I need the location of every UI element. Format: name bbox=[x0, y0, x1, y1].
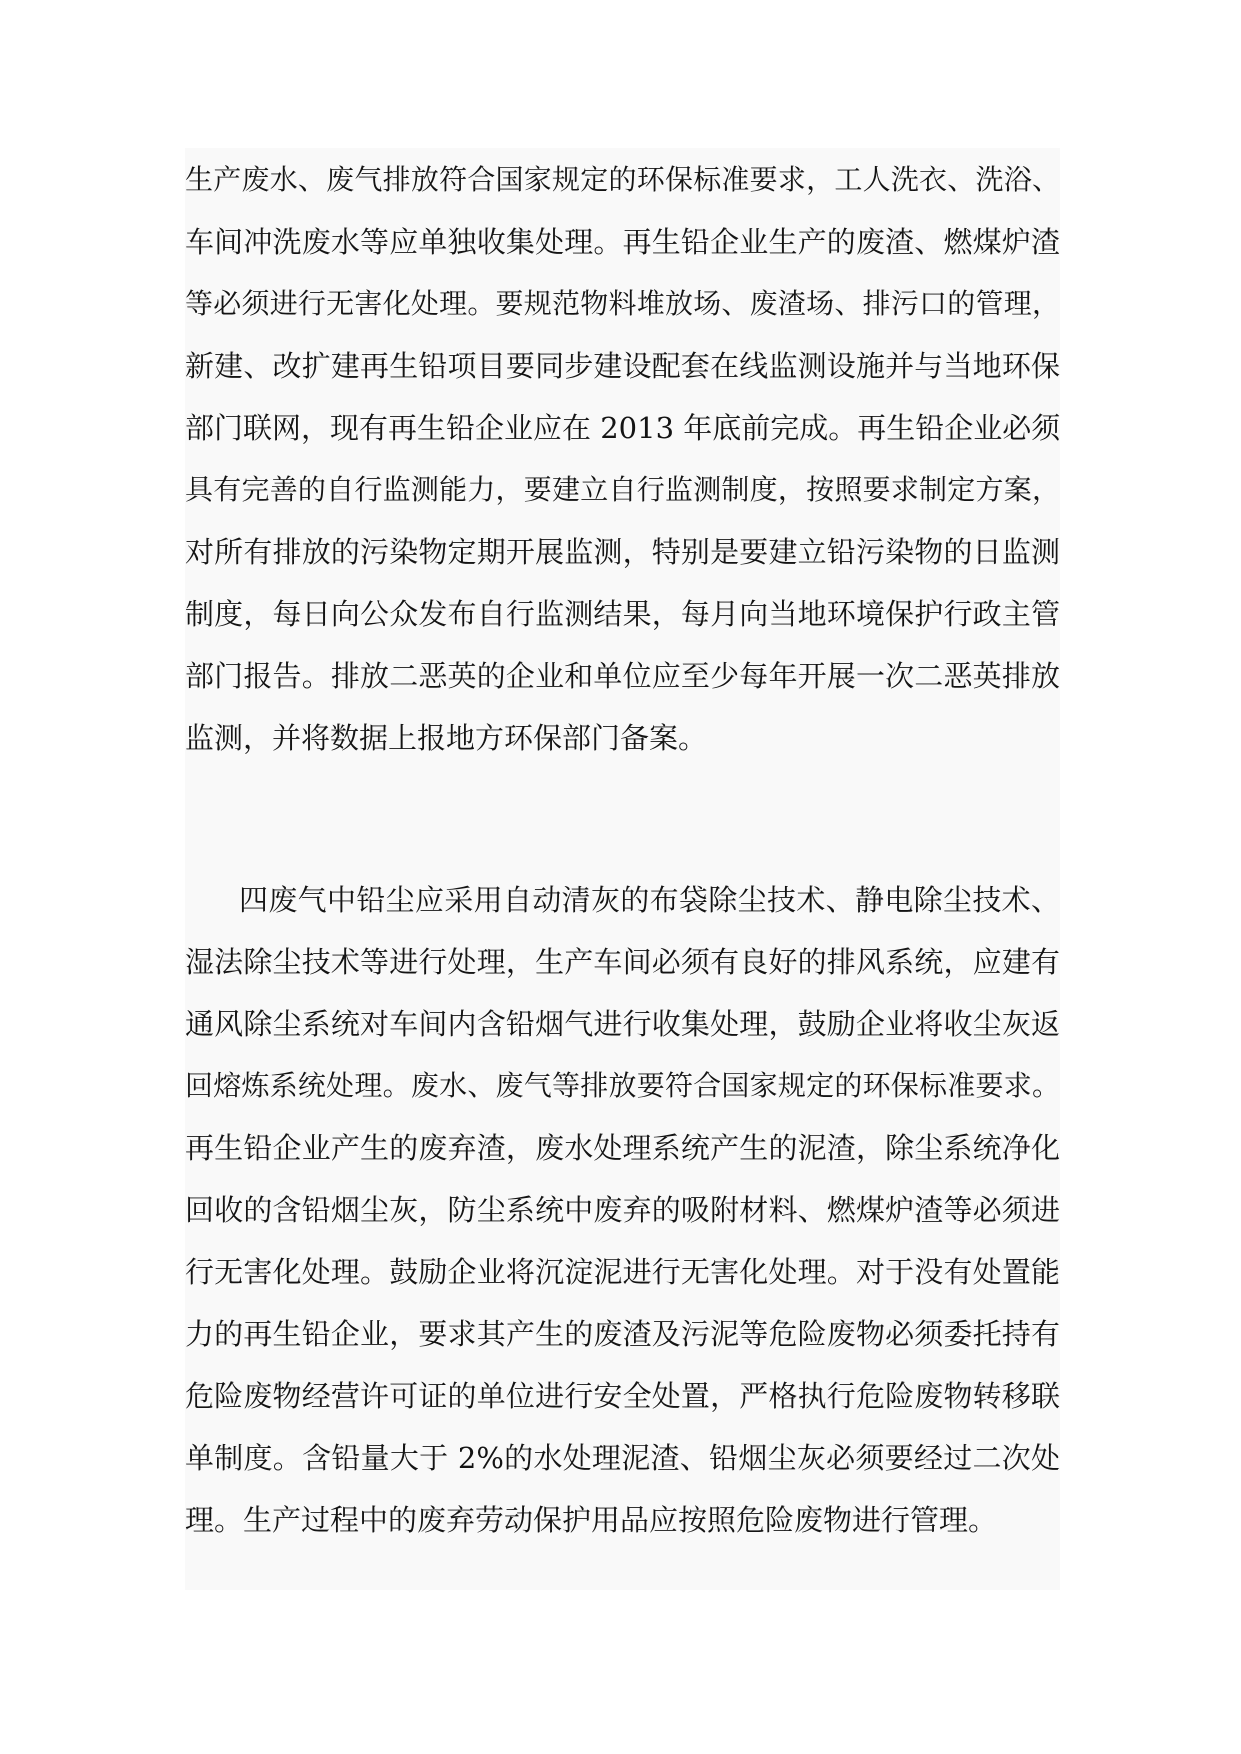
text-line: 单制度。含铅量大于 2%的水处理泥渣、铅烟尘灰必须要经过二次处 bbox=[185, 1441, 1060, 1475]
text-line: 通风除尘系统对车间内含铅烟气进行收集处理，鼓励企业将收尘灰返 bbox=[185, 1007, 1060, 1041]
text-line: 湿法除尘技术等进行处理，生产车间必须有良好的排风系统，应建有 bbox=[185, 945, 1060, 979]
text-line: 新建、改扩建再生铅项目要同步建设配套在线监测设施并与当地环保 bbox=[185, 349, 1060, 383]
text-line: 生产废水、废气排放符合国家规定的环保标准要求，工人洗衣、洗浴、 bbox=[185, 163, 1060, 196]
text-line: 回熔炼系统处理。废水、废气等排放要符合国家规定的环保标准要求。 bbox=[185, 1069, 1060, 1102]
text-line: 部门报告。排放二恶英的企业和单位应至少每年开展一次二恶英排放 bbox=[185, 659, 1060, 693]
paragraph-2 bbox=[185, 808, 1060, 1590]
text-line: 对所有排放的污染物定期开展监测，特别是要建立铅污染物的日监测 bbox=[185, 535, 1060, 569]
text-line: 部门联网，现有再生铅企业应在 2013 年底前完成。再生铅企业必须 bbox=[185, 411, 1061, 445]
text-line: 再生铅企业产生的废弃渣，废水处理系统产生的泥渣，除尘系统净化 bbox=[185, 1131, 1060, 1165]
paragraph-1 bbox=[185, 148, 1060, 808]
text-line: 四废气中铅尘应采用自动清灰的布袋除尘技术、静电除尘技术、 bbox=[239, 883, 1060, 917]
text-line: 制度，每日向公众发布自行监测结果，每月向当地环境保护行政主管 bbox=[185, 597, 1060, 631]
text-line: 理。生产过程中的废弃劳动保护用品应按照危险废物进行管理。 bbox=[185, 1503, 998, 1537]
text-line: 车间冲洗废水等应单独收集处理。再生铅企业生产的废渣、燃煤炉渣 bbox=[185, 225, 1060, 259]
text-line: 具有完善的自行监测能力，要建立自行监测制度，按照要求制定方案， bbox=[185, 473, 1060, 506]
text-line: 行无害化处理。鼓励企业将沉淀泥进行无害化处理。对于没有处置能 bbox=[185, 1255, 1060, 1289]
text-line: 回收的含铅烟尘灰，防尘系统中废弃的吸附材料、燃煤炉渣等必须进 bbox=[185, 1193, 1060, 1227]
text-line: 监测，并将数据上报地方环保部门备案。 bbox=[185, 721, 708, 755]
text-line: 力的再生铅企业，要求其产生的废渣及污泥等危险废物必须委托持有 bbox=[185, 1317, 1060, 1351]
text-line: 等必须进行无害化处理。要规范物料堆放场、废渣场、排污口的管理， bbox=[185, 287, 1060, 320]
text-line: 危险废物经营许可证的单位进行安全处置，严格执行危险废物转移联 bbox=[185, 1379, 1060, 1413]
